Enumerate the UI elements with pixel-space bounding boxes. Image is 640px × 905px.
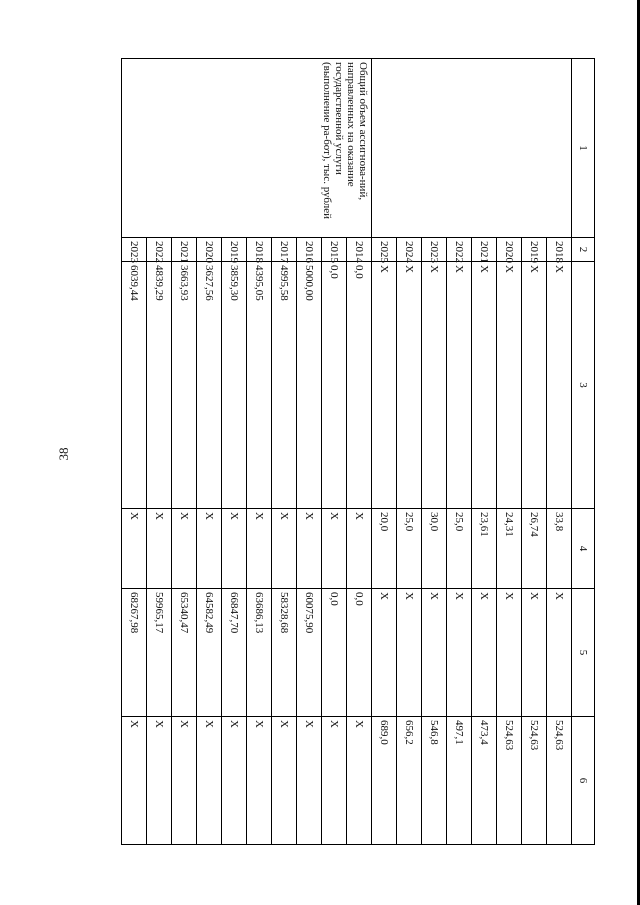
value-cell: 524,63 — [547, 717, 572, 845]
year-cell: 2025 — [372, 238, 397, 262]
value-cell: X — [447, 262, 472, 509]
value-cell: X — [497, 262, 522, 509]
year-cell: 2019 — [222, 238, 247, 262]
value-cell: X — [222, 717, 247, 845]
value-cell: X — [322, 717, 347, 845]
year-cell: 2018 — [247, 238, 272, 262]
value-cell: X — [297, 717, 322, 845]
year-cell: 2022 — [147, 238, 172, 262]
value-cell: X — [497, 589, 522, 717]
value-cell: 25,0 — [447, 509, 472, 589]
value-cell: 3627,56 — [197, 262, 222, 509]
value-cell: X — [347, 509, 372, 589]
year-cell: 2020 — [197, 238, 222, 262]
value-cell: 4995,58 — [272, 262, 297, 509]
value-cell: X — [472, 262, 497, 509]
value-cell: 30,0 — [422, 509, 447, 589]
value-cell: X — [172, 717, 197, 845]
year-cell: 2016 — [297, 238, 322, 262]
year-cell: 2022 — [447, 238, 472, 262]
value-cell: X — [347, 717, 372, 845]
value-cell: X — [122, 717, 147, 845]
value-cell: 0,0 — [347, 262, 372, 509]
value-cell: 3663,93 — [172, 262, 197, 509]
value-cell: 65340,47 — [172, 589, 197, 717]
year-cell: 2020 — [497, 238, 522, 262]
year-cell: 2021 — [472, 238, 497, 262]
value-cell: X — [247, 717, 272, 845]
value-cell: X — [422, 589, 447, 717]
column-header: 4 — [572, 509, 595, 589]
value-cell: X — [197, 509, 222, 589]
year-cell: 2018 — [547, 238, 572, 262]
value-cell: 68267,98 — [122, 589, 147, 717]
value-cell: 58328,68 — [272, 589, 297, 717]
value-cell: 656,2 — [397, 717, 422, 845]
value-cell: X — [397, 262, 422, 509]
indicator-description: Общий объем ассигнова-ний, направленных на оказание государственной услуги (выполнение ра-бот), тыс. рублей — [122, 59, 372, 238]
value-cell: X — [547, 589, 572, 717]
value-cell: 60075,90 — [297, 589, 322, 717]
year-cell: 2021 — [172, 238, 197, 262]
value-cell: 524,63 — [497, 717, 522, 845]
page-number: 38 — [56, 447, 71, 461]
value-cell: 524,63 — [522, 717, 547, 845]
column-header: 2 — [572, 238, 595, 262]
value-cell: X — [297, 509, 322, 589]
value-cell: X — [197, 717, 222, 845]
year-cell: 2015 — [322, 238, 347, 262]
value-cell: 0,0 — [322, 589, 347, 717]
value-cell: X — [547, 262, 572, 509]
value-cell: X — [122, 509, 147, 589]
value-cell: X — [472, 589, 497, 717]
column-header: 1 — [572, 59, 595, 238]
value-cell: 59965,17 — [147, 589, 172, 717]
year-cell: 2023 — [422, 238, 447, 262]
value-cell: 4839,29 — [147, 262, 172, 509]
value-cell: X — [522, 589, 547, 717]
data-table — [121, 58, 595, 845]
value-cell: X — [397, 589, 422, 717]
value-cell: X — [222, 509, 247, 589]
value-cell: 689,0 — [372, 717, 397, 845]
table-row — [347, 59, 372, 845]
value-cell: X — [372, 262, 397, 509]
value-cell: 6039,44 — [122, 262, 147, 509]
value-cell: 0,0 — [322, 262, 347, 509]
value-cell: 23,61 — [472, 509, 497, 589]
value-cell: 3859,30 — [222, 262, 247, 509]
value-cell: 26,74 — [522, 509, 547, 589]
value-cell: 63686,13 — [247, 589, 272, 717]
value-cell: 25,0 — [397, 509, 422, 589]
value-cell: 4395,05 — [247, 262, 272, 509]
value-cell: 24,31 — [497, 509, 522, 589]
header-row — [572, 59, 595, 845]
value-cell: X — [522, 262, 547, 509]
value-cell: X — [272, 509, 297, 589]
value-cell: X — [272, 717, 297, 845]
value-cell: X — [447, 589, 472, 717]
value-cell: 20,0 — [372, 509, 397, 589]
value-cell: X — [172, 509, 197, 589]
value-cell: X — [247, 509, 272, 589]
table-row — [547, 59, 572, 845]
indicator-description — [372, 59, 572, 238]
year-cell: 2017 — [272, 238, 297, 262]
value-cell: X — [322, 509, 347, 589]
column-header: 5 — [572, 589, 595, 717]
value-cell: 5000,00 — [297, 262, 322, 509]
value-cell: 497,1 — [447, 717, 472, 845]
value-cell: X — [422, 262, 447, 509]
value-cell: 33,8 — [547, 509, 572, 589]
value-cell: 546,8 — [422, 717, 447, 845]
year-cell: 2014 — [347, 238, 372, 262]
year-cell: 2019 — [522, 238, 547, 262]
value-cell: 0,0 — [347, 589, 372, 717]
value-cell: X — [147, 717, 172, 845]
column-header: 3 — [572, 262, 595, 509]
column-header: 6 — [572, 717, 595, 845]
rotated-table-container — [95, 58, 595, 844]
value-cell: 473,4 — [472, 717, 497, 845]
value-cell: 66847,70 — [222, 589, 247, 717]
value-cell: 64582,49 — [197, 589, 222, 717]
year-cell: 2023 — [122, 238, 147, 262]
value-cell: X — [147, 509, 172, 589]
year-cell: 2024 — [397, 238, 422, 262]
value-cell: X — [372, 589, 397, 717]
